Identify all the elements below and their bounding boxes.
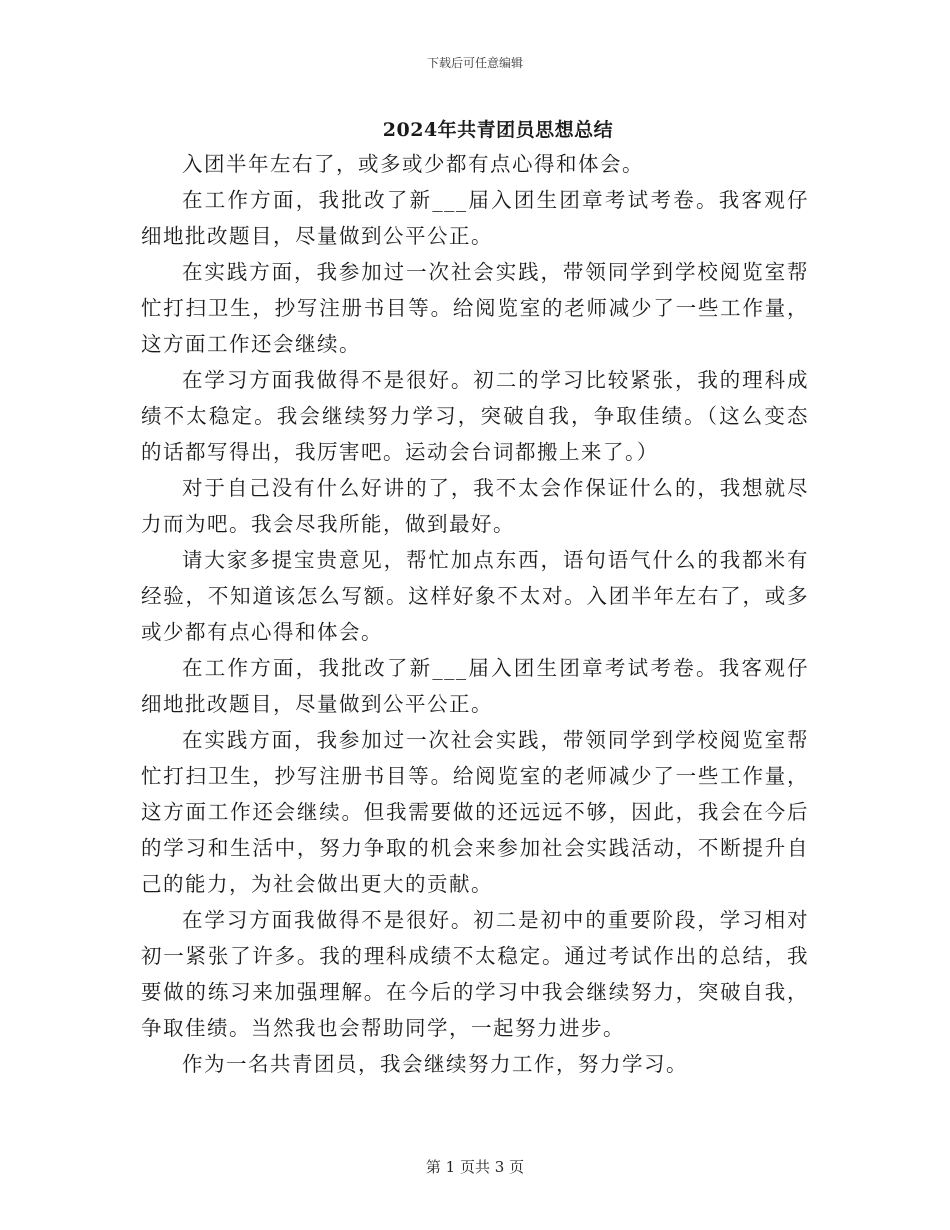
paragraph: 在实践方面，我参加过一次社会实践，带领同学到学校阅览室帮忙打扫卫生，抄写注册书目等。给阅览室的老师减少了一些工作量，这方面工作还会继续。 xyxy=(141,260,809,356)
document-title: 2024年共青团员思想总结 xyxy=(382,119,614,141)
paragraph: 在学习方面我做得不是很好。初二是初中的重要阶段，学习相对初一紧张了许多。我的理科成绩不太稳定。通过考试作出的总结，我要做的练习来加强理解。在今后的学习中我会继续努力，突破自我，争取佳绩。当然我也会帮助同学，一起努力进步。 xyxy=(141,908,809,1040)
header-note: 下载后可任意编辑 xyxy=(426,56,523,70)
paragraph: 入团半年左右了，或多或少都有点心得和体会。 xyxy=(182,152,644,176)
page-number: 第 1 页共 3 页 xyxy=(425,1158,525,1176)
document-body xyxy=(141,146,809,1082)
paragraph: 在工作方面，我批改了新___届入团生团章考试考卷。我客观仔细地批改题目，尽量做到公平公正。 xyxy=(141,656,809,716)
paragraph: 作为一名共青团员，我会继续努力工作，努力学习。 xyxy=(182,1052,688,1076)
paragraph: 在工作方面，我批改了新___届入团生团章考试考卷。我客观仔细地批改题目，尽量做到公平公正。 xyxy=(141,188,809,248)
paragraph: 对于自己没有什么好讲的了，我不太会作保证什么的，我想就尽力而为吧。我会尽我所能，做到最好。 xyxy=(141,476,809,536)
paragraph: 请大家多提宝贵意见，帮忙加点东西，语句语气什么的我都米有经验，不知道该怎么写额。这样好象不太对。入团半年左右了，或多或少都有点心得和体会。 xyxy=(141,548,809,644)
paragraph: 在实践方面，我参加过一次社会实践，带领同学到学校阅览室帮忙打扫卫生，抄写注册书目等。给阅览室的老师减少了一些工作量，这方面工作还会继续。但我需要做的还远远不够，因此，我会在今后的学习和生活中，努力争取的机会来参加社会实践活动，不断提升自己的能力，为社会做出更大的贡献。 xyxy=(141,728,809,896)
paragraph: 在学习方面我做得不是很好。初二的学习比较紧张，我的理科成绩不太稳定。我会继续努力学习，突破自我，争取佳绩。（这么变态的话都写得出，我厉害吧。运动会台词都搬上来了。） xyxy=(141,368,809,464)
